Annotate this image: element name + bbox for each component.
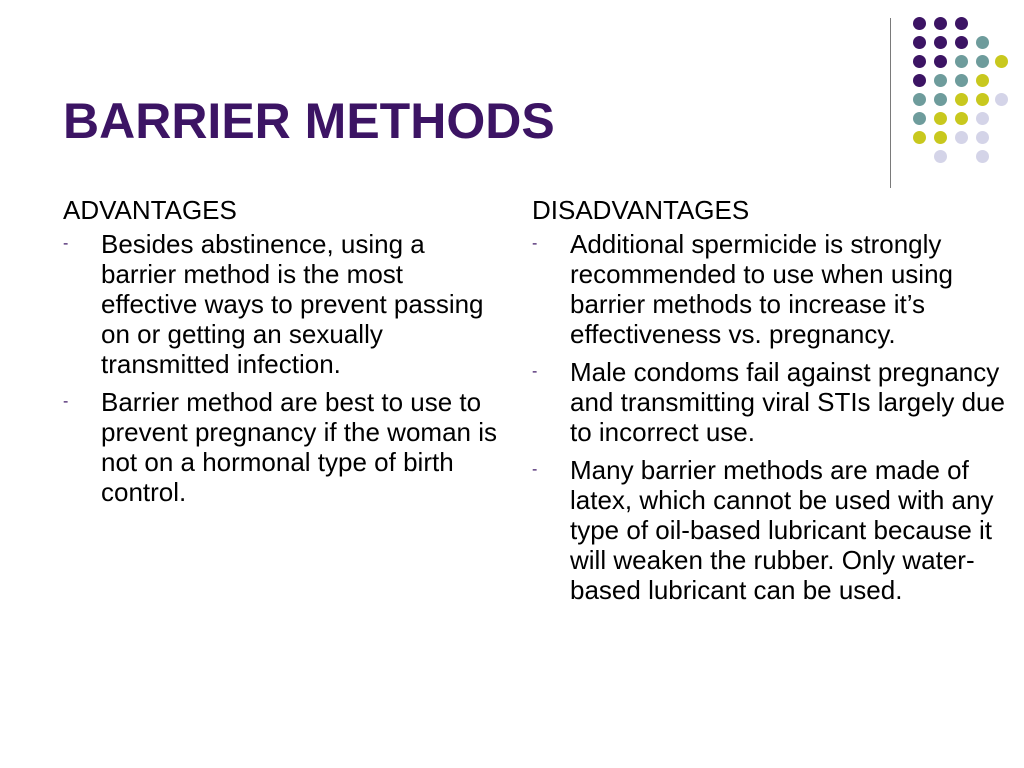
dot: [976, 112, 989, 125]
list-item-text: Additional spermicide is strongly recommended to use when using barrier methods to increase it’s effectiveness vs. pregnancy.: [570, 229, 954, 349]
list-item-text: Male condoms fail against pregnancy and transmitting viral STIs largely due to incorrect use.: [570, 357, 1005, 447]
bullet-dash: -: [532, 235, 538, 252]
dot: [976, 150, 989, 163]
divider-line: [890, 18, 891, 188]
dot: [995, 55, 1008, 68]
advantages-list: [63, 229, 503, 507]
dot: [913, 131, 926, 144]
list-item: [532, 455, 1022, 605]
dot: [913, 74, 926, 87]
bullet-dash: -: [63, 235, 69, 252]
list-item: [532, 229, 1022, 349]
list-item: [63, 387, 503, 507]
list-item: [63, 229, 503, 379]
dot: [955, 55, 968, 68]
dot: [995, 93, 1008, 106]
disadvantages-heading: DISADVANTAGES: [532, 195, 750, 225]
dot: [934, 17, 947, 30]
dot: [955, 112, 968, 125]
dot: [955, 93, 968, 106]
dot: [976, 93, 989, 106]
dot: [913, 93, 926, 106]
dot: [955, 17, 968, 30]
bullet-dash: -: [63, 393, 69, 410]
advantages-column: [63, 195, 503, 515]
advantages-heading: ADVANTAGES: [63, 195, 237, 225]
dot: [934, 55, 947, 68]
dot: [955, 74, 968, 87]
dot: [913, 112, 926, 125]
list-item: [532, 357, 1022, 447]
bullet-dash: -: [532, 461, 538, 478]
dot: [934, 36, 947, 49]
dot: [934, 131, 947, 144]
dot: [976, 131, 989, 144]
dot: [955, 36, 968, 49]
dot: [934, 150, 947, 163]
dot: [913, 36, 926, 49]
disadvantages-list: [532, 229, 1022, 605]
dot: [976, 36, 989, 49]
dot: [913, 17, 926, 30]
bullet-dash: -: [532, 363, 538, 380]
list-item-text: Besides abstinence, using a barrier method is the most effective ways to prevent passing on or getting an sexually transmitted infection.: [101, 229, 484, 379]
dot: [934, 74, 947, 87]
dot: [955, 131, 968, 144]
slide-title: BARRIER METHODS: [63, 93, 555, 149]
dot: [913, 55, 926, 68]
dot: [976, 55, 989, 68]
dot: [934, 93, 947, 106]
disadvantages-column: [532, 195, 1022, 613]
decorative-dot-grid: [905, 10, 1005, 170]
dot: [976, 74, 989, 87]
list-item-text: Many barrier methods are made of latex, which cannot be used with any type of oil-based lubricant because it will weaken the rubber. Only water-based lubricant can be used.: [570, 455, 994, 605]
dot: [934, 112, 947, 125]
list-item-text: Barrier method are best to use to prevent pregnancy if the woman is not on a hormonal type of birth control.: [101, 387, 497, 507]
